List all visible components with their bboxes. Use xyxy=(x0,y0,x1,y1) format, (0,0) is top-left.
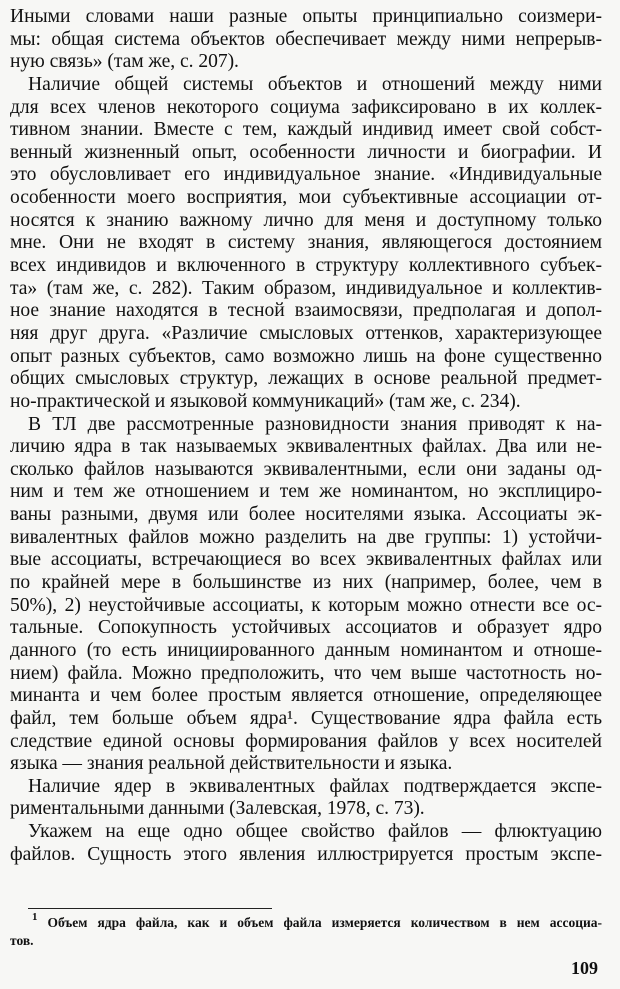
text-line: та» (там же, с. 282). Таким образом, индивидуальное и коллектив- xyxy=(10,277,602,299)
text-line: няя друг друга. «Различие смысловых оттенков, характеризующее xyxy=(10,322,602,344)
text-line: носятся к знанию важному лично для меня и доступному только xyxy=(10,209,602,231)
text-line: тивном знании. Вместе с тем, каждый индивид имеет свой собст- xyxy=(10,119,602,141)
text-line: особенности моего восприятия, мои субъективные ассоциации от- xyxy=(10,187,602,209)
page-number: 109 xyxy=(571,958,598,978)
paragraph-1 xyxy=(10,6,602,74)
text-line: сколько файлов называются эквивалентными, если они заданы од- xyxy=(10,458,602,480)
text-line: Иными словами наши разные опыты принципиально соизмери- xyxy=(10,6,602,27)
paragraph-3 xyxy=(10,414,602,776)
text-line: вивалентных файлов можно разделить на две группы: 1) устойчи- xyxy=(10,526,602,548)
text-line: минанта и чем более простым является отношение, определяющее xyxy=(10,685,602,707)
text-line: данного (то есть инициированного данным номинантом и отноше- xyxy=(10,639,602,661)
text-line: Наличие ядер в эквивалентных файлах подтверждается экспе- xyxy=(28,775,602,797)
footnote-line: тов. xyxy=(10,933,34,948)
footnote xyxy=(10,911,603,950)
paragraph-5 xyxy=(10,821,602,866)
text-line: но-практической и языковой коммуникаций» (там же, с. 234). xyxy=(10,390,521,412)
text-line: личию ядра в так называемых эквивалентных файлах. Два или не- xyxy=(10,436,602,458)
text-line: нием) файла. Можно предположить, что чем выше частотность но- xyxy=(10,662,602,684)
paragraph-2 xyxy=(10,74,602,414)
text-line: ваны разными, двумя или более носителями языка. Ассоциаты эк- xyxy=(10,504,602,526)
text-line: файлов. Сущность этого явления иллюстрируется простым экспе- xyxy=(10,843,602,865)
text-line: для всех членов некоторого социума зафиксировано в их коллек- xyxy=(10,96,602,118)
text-line: 50%), 2) неустойчивые ассоциаты, к которым можно отнести все ос- xyxy=(10,594,602,616)
text-line: следствие единой основы формирования файлов у всех носителей xyxy=(10,730,602,752)
text-line: общих смысловых структур, лежащих в основе реальной предмет- xyxy=(10,368,602,390)
text-line: языка — знания реальной действительности и языка. xyxy=(10,753,453,775)
text-line: риментальными данными (Залевская, 1978, с. 73). xyxy=(10,798,425,820)
text-line: венный жизненный опыт, особенности личности и биографии. И xyxy=(10,141,602,163)
text-line: Наличие общей системы объектов и отношений между ними xyxy=(28,73,602,95)
text-line: по крайней мере в большинстве из них (например, более, чем в xyxy=(10,572,602,594)
footnote-marker: 1 xyxy=(32,911,38,923)
text-line: В ТЛ две рассмотренные разновидности знания приводят к на- xyxy=(28,413,602,435)
text-line: это обусловливает его индивидуальное знание. «Индивидуальные xyxy=(10,164,602,186)
text-line: файл, тем больше объем ядра¹. Существование ядра файла есть xyxy=(10,707,602,729)
footnote-divider xyxy=(28,908,272,909)
text-line: ним и тем же отношением и тем же номинантом, но эксплициро- xyxy=(10,481,602,503)
text-line: вые ассоциаты, встречающиеся во всех эквивалентных файлах или xyxy=(10,549,602,571)
footnote-line xyxy=(10,911,603,932)
text-line: ное знание находятся в тесной взаимосвязи, предполагая и допол- xyxy=(10,300,602,322)
text-line: ную связь» (там же, с. 207). xyxy=(10,51,239,73)
footnote-text: Объем ядра файла, как и объем файла измеряется количеством в нем ассоциа- xyxy=(47,915,603,930)
text-line: мне. Они не входят в систему знания, являющегося достоянием xyxy=(10,232,602,254)
text-line: опыт разных субъектов, само возможно лишь на фоне существенно xyxy=(10,345,602,367)
text-line: всех индивидов и включенного в структуру коллективного субъек- xyxy=(10,255,602,277)
text-line: тальные. Сопокупность устойчивых ассоциатов и образует ядро xyxy=(10,617,602,639)
paragraph-4 xyxy=(10,776,602,821)
text-line: Укажем на еще одно общее свойство файлов — флюктуацию xyxy=(28,821,602,843)
text-line: мы: общая система объектов обеспечивает между ними непрерыв- xyxy=(10,28,602,50)
